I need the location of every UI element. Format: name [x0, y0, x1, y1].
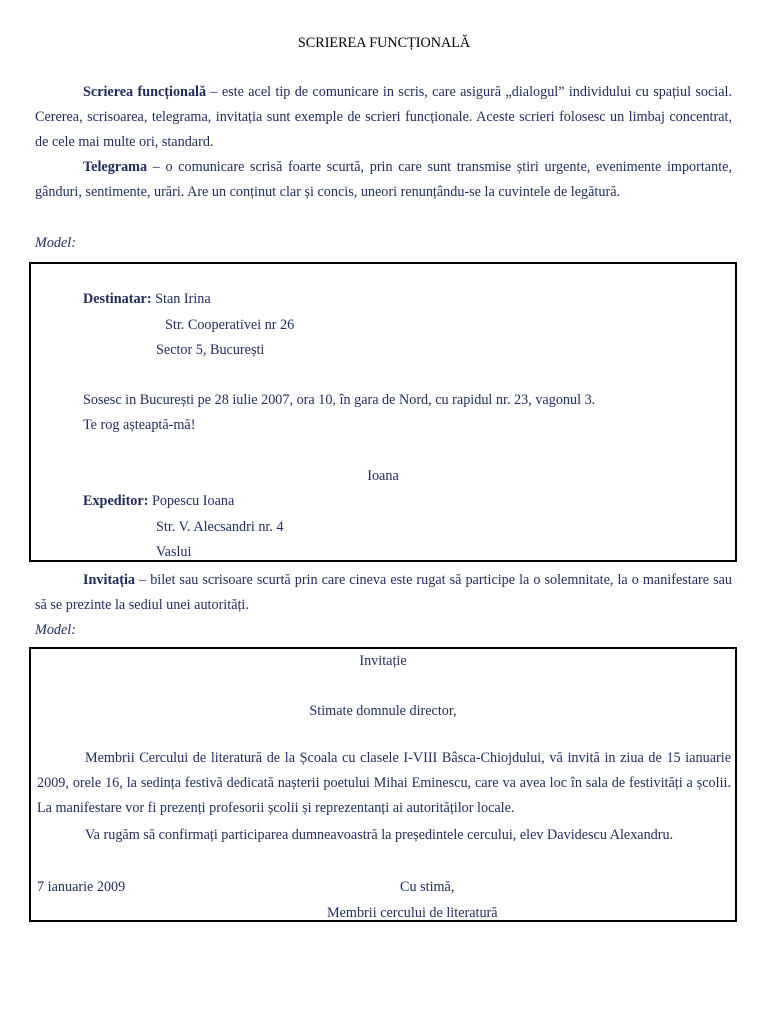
invitation-term: Invitația — [83, 572, 136, 588]
telegram-text: – o comunicare scrisă foarte scurtă, prin care sunt transmise știri urgente, evenimente importante, gânduri, sentimente, urări. Are un conținut clar și concis, uneori renunțându-se la cuvintele de legătură. — [35, 159, 732, 200]
telegram-box — [29, 262, 737, 562]
intro-text: – este acel tip de comunicare in scris, care asigură „dialogul” individului cu spațiul social. Cererea, scrisoarea, telegrama, invitația sunt exemple de scrieri funcționale. Aceste scrieri folosesc un limbaj concentrat, de cele mai multe ori, standard. — [35, 84, 732, 150]
expeditor-line — [83, 491, 234, 511]
expeditor-name: Popescu Ioana — [151, 493, 235, 509]
invitation-box — [29, 647, 737, 922]
invitation-body-2: Va rugăm să confirmați participarea dumneavoastră la președintele cercului, elev Davidescu Alexandru. — [85, 827, 674, 843]
invitation-body-1: Membrii Cercului de literatură de la Școala cu clasele I-VIII Bâsca-Chiojdului, vă invită in ziua de 15 ianuarie 2009, orele 16, la sedința festivă dedicată nașterii poetului Mihai Eminescu, care va avea loc în sala de festivități a școlii. La manifestare vor fi prezenți profesorii școlii și reprezentanți ai autorităților locale. — [37, 750, 731, 816]
expeditor-label: Expeditor: — [83, 493, 149, 509]
invitation-closing: Cu stimă, — [400, 879, 455, 895]
invitation-text: – bilet sau scrisoare scurtă prin care cineva este rugat să participe la o solemnitate, la o manifestare sau să se prezinte la sediul unei autorități. — [35, 572, 732, 613]
intro-term: Scrierea funcțională — [83, 84, 207, 100]
invitation-definition — [35, 568, 732, 618]
expeditor-city: Vaslui — [156, 544, 192, 560]
destinatar-label: Destinatar: — [83, 291, 152, 307]
destinatar-street: Str. Cooperativei nr 26 — [165, 317, 295, 333]
invitation-date: 7 ianuarie 2009 — [37, 879, 126, 895]
telegram-term: Telegrama — [83, 159, 148, 175]
destinatar-name: Stan Irina — [155, 291, 211, 307]
telegram-definition — [35, 155, 732, 205]
page-title: SCRIEREA FUNCȚIONALĂ — [297, 35, 471, 51]
expeditor-street: Str. V. Alecsandri nr. 4 — [156, 519, 284, 535]
telegram-message-1: Sosesc in București pe 28 iulie 2007, ora 10, în gara de Nord, cu rapidul nr. 23, vagonul 3. — [83, 392, 596, 408]
model-label-invitation: Model: — [35, 622, 76, 638]
invitation-salutation: Stimate domnule director, — [309, 703, 457, 719]
telegram-message-2: Te rog așteaptă-mă! — [83, 417, 196, 433]
intro-paragraph — [35, 80, 732, 155]
invitation-sender: Membrii cercului de literatură — [327, 905, 498, 921]
destinatar-city: Sector 5, București — [156, 342, 265, 358]
destinatar-line — [83, 289, 211, 309]
invitation-heading: Invitație — [359, 653, 407, 669]
telegram-signature: Ioana — [367, 468, 399, 484]
model-label-telegram: Model: — [35, 235, 76, 251]
